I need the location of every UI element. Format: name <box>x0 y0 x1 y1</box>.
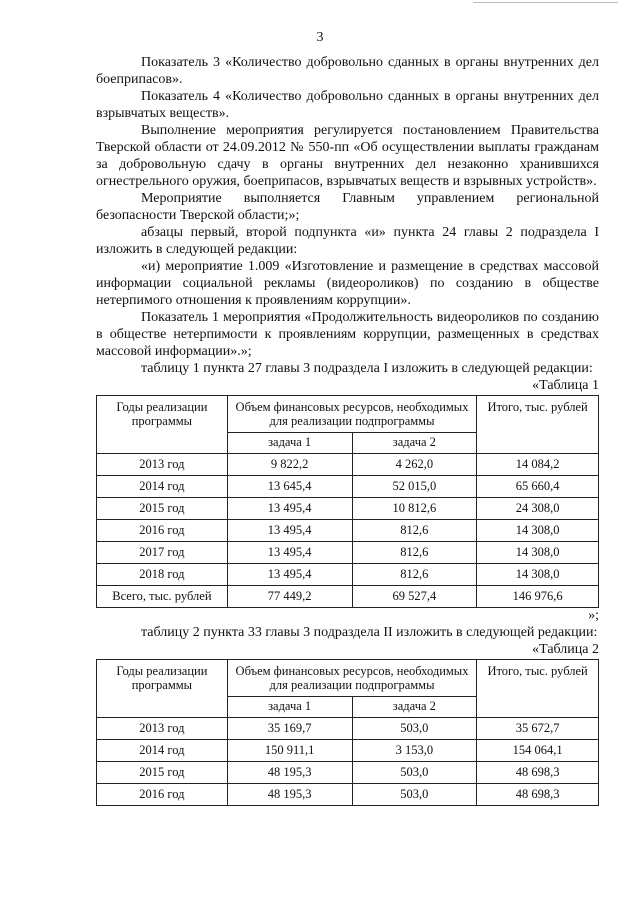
cell-task2: 4 262,0 <box>352 454 477 476</box>
table-row <box>97 454 599 476</box>
cell-year: 2014 год <box>97 740 228 762</box>
cell-year: 2017 год <box>97 542 228 564</box>
table-row <box>97 740 599 762</box>
paragraph: абзацы первый, второй подпункта «и» пункта 24 главы 2 подраздела I изложить в следующей редакции: <box>96 225 599 257</box>
cell-total: 24 308,0 <box>477 498 599 520</box>
cell-year: 2016 год <box>97 520 228 542</box>
header-years: Годы реализации программы <box>97 396 228 454</box>
cell-total: 14 308,0 <box>477 520 599 542</box>
page-number: 3 <box>316 30 324 45</box>
cell-total: 48 698,3 <box>477 784 599 806</box>
cell-task1: 77 449,2 <box>227 586 352 608</box>
cell-task1: 13 645,4 <box>227 476 352 498</box>
cell-total: 14 308,0 <box>477 564 599 586</box>
table2-caption: «Таблица 2 <box>532 642 599 657</box>
cell-total: 14 084,2 <box>477 454 599 476</box>
table-row <box>97 520 599 542</box>
paragraph: таблицу 1 пункта 27 главы 3 подраздела I изложить в следующей редакции: <box>141 361 593 376</box>
cell-task2: 812,6 <box>352 520 477 542</box>
header-funds: Объем финансовых ресурсов, необходимых для реализации подпрограммы <box>227 660 476 697</box>
cell-total: 14 308,0 <box>477 542 599 564</box>
cell-task1: 13 495,4 <box>227 520 352 542</box>
cell-total: 65 660,4 <box>477 476 599 498</box>
cell-year: 2015 год <box>97 762 228 784</box>
header-task1: задача 1 <box>227 697 352 718</box>
paragraph: Мероприятие выполняется Главным управлением региональной безопасности Тверской области;»; <box>96 191 599 223</box>
cell-task2: 3 153,0 <box>352 740 477 762</box>
cell-year: 2014 год <box>97 476 228 498</box>
header-total: Итого, тыс. рублей <box>477 660 599 718</box>
cell-total: 154 064,1 <box>477 740 599 762</box>
table-row <box>97 762 599 784</box>
header-funds: Объем финансовых ресурсов, необходимых для реализации подпрограммы <box>227 396 476 433</box>
cell-total: 35 672,7 <box>477 718 599 740</box>
cell-task2: 812,6 <box>352 542 477 564</box>
cell-task1: 48 195,3 <box>227 784 352 806</box>
cell-task1: 13 495,4 <box>227 564 352 586</box>
paragraph: таблицу 2 пункта 33 главы 3 подраздела II изложить в следующей редакции: <box>141 625 598 640</box>
cell-task2: 10 812,6 <box>352 498 477 520</box>
paragraph: Показатель 1 мероприятия «Продолжительность видеороликов по созданию в обществе нетерпимости к проявлениям коррупции, размещенных в средствах массовой информации».»; <box>96 310 599 359</box>
cell-task1: 150 911,1 <box>227 740 352 762</box>
paragraph: Выполнение мероприятия регулируется постановлением Правительства Тверской области от 24.09.2012 № 550-пп «Об осуществлении выплаты гражданам за добровольную сдачу в органы внутренних дел незаконно хранившихся огнестрельного оружия, боеприпасов, взрывчатых веществ и взрывных устройств». <box>96 123 599 189</box>
table-row <box>97 718 599 740</box>
cell-total: 48 698,3 <box>477 762 599 784</box>
table-total-row <box>97 586 599 608</box>
cell-task2: 503,0 <box>352 762 477 784</box>
table-row <box>97 498 599 520</box>
cell-task2: 69 527,4 <box>352 586 477 608</box>
header-years: Годы реализации программы <box>97 660 228 718</box>
cell-year: 2013 год <box>97 454 228 476</box>
cell-task1: 13 495,4 <box>227 498 352 520</box>
paragraph: Показатель 3 «Количество добровольно сданных в органы внутренних дел боеприпасов». <box>96 55 599 87</box>
cell-task1: 9 822,2 <box>227 454 352 476</box>
cell-year: 2013 год <box>97 718 228 740</box>
cell-task2: 503,0 <box>352 718 477 740</box>
header-total: Итого, тыс. рублей <box>477 396 599 454</box>
cell-task2: 503,0 <box>352 784 477 806</box>
cell-year: Всего, тыс. рублей <box>97 586 228 608</box>
cell-task1: 35 169,7 <box>227 718 352 740</box>
table-row <box>97 476 599 498</box>
table2 <box>96 659 599 806</box>
table-row <box>97 564 599 586</box>
table1-end-mark: »; <box>588 608 599 623</box>
table1 <box>96 395 599 608</box>
cell-task1: 13 495,4 <box>227 542 352 564</box>
table1-caption: «Таблица 1 <box>532 378 599 393</box>
header-task2: задача 2 <box>352 697 477 718</box>
cell-task1: 48 195,3 <box>227 762 352 784</box>
cell-year: 2015 год <box>97 498 228 520</box>
cell-year: 2018 год <box>97 564 228 586</box>
paragraph: «и) мероприятие 1.009 «Изготовление и размещение в средствах массовой информации социальной рекламы (видеороликов) по созданию в обществе нетерпимого отношения к проявлениям коррупции». <box>96 259 599 308</box>
document-body <box>96 54 599 806</box>
header-task2: задача 2 <box>352 433 477 454</box>
cell-task2: 52 015,0 <box>352 476 477 498</box>
paragraph: Показатель 4 «Количество добровольно сданных в органы внутренних дел взрывчатых веществ». <box>96 89 599 121</box>
cell-total: 146 976,6 <box>477 586 599 608</box>
cell-year: 2016 год <box>97 784 228 806</box>
cell-task2: 812,6 <box>352 564 477 586</box>
table-row <box>97 542 599 564</box>
table-row <box>97 784 599 806</box>
header-task1: задача 1 <box>227 433 352 454</box>
top-rule <box>473 2 618 3</box>
